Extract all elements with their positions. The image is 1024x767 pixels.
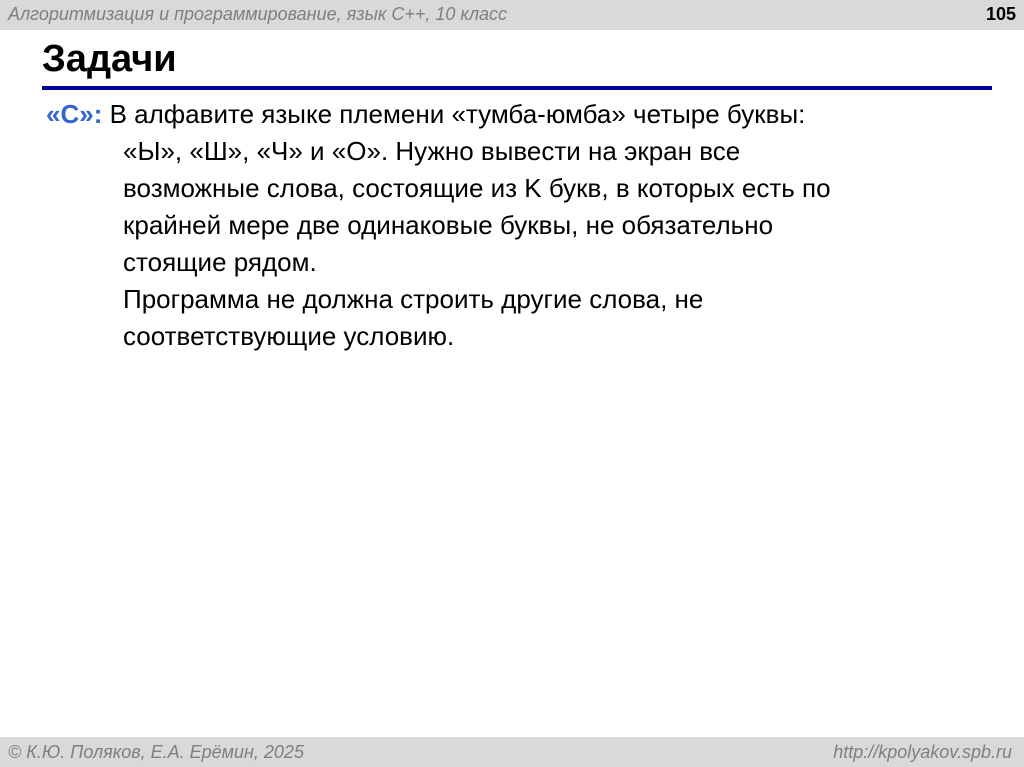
title-rule [42, 86, 992, 90]
task-line: стоящие рядом. [123, 247, 317, 277]
task-line: крайней мере две одинаковые буквы, не обязательно [123, 210, 774, 240]
footer-bar [0, 737, 1024, 767]
header-bar [0, 0, 1024, 30]
task-line: соответствующие условию. [123, 321, 455, 351]
task-label: «C»: [46, 99, 103, 129]
task-text [46, 96, 986, 355]
task-line-text: В алфавите языке племени «тумба-юмба» четыре буквы: [102, 99, 806, 129]
task-line: Программа не должна строить другие слова, не [123, 284, 704, 314]
page-title: Задачи [42, 38, 177, 80]
task-line: возможные слова, состоящие из K букв, в которых есть по [123, 173, 831, 203]
footer-url-link[interactable]: http://kpolyakov.spb.ru [833, 742, 1012, 762]
footer-copyright: © К.Ю. Поляков, Е.А. Ерёмин, 2025 [8, 742, 304, 762]
slide-number: 105 [985, 4, 1016, 24]
task-line: «Ы», «Ш», «Ч» и «О». Нужно вывести на экран все [123, 136, 741, 166]
course-title: Алгоритмизация и программирование, язык C++, 10 класс [8, 4, 508, 24]
task-line [46, 96, 986, 133]
